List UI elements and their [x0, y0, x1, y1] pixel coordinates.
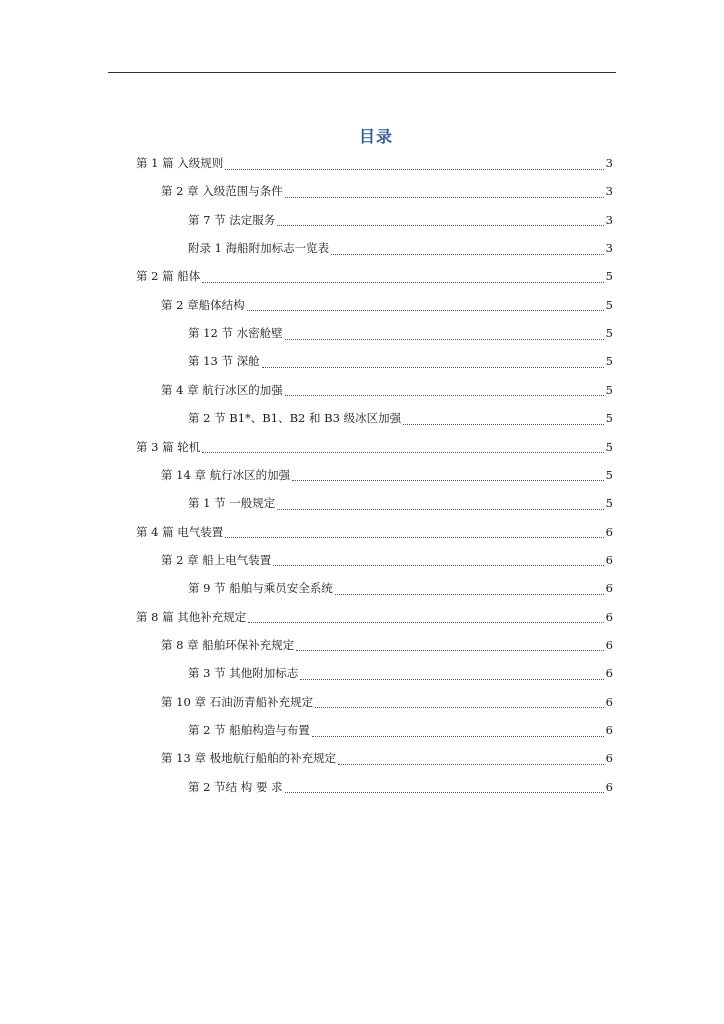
toc-entry-text: 第 8 篇 其他补充规定 — [136, 609, 247, 624]
toc-entry[interactable] — [136, 439, 613, 459]
toc-leader-dots — [248, 622, 603, 623]
toc-leader-dots — [202, 282, 603, 283]
toc-leader-dots — [273, 565, 603, 566]
toc-leader-dots — [277, 225, 603, 226]
toc-page-number: 5 — [605, 354, 613, 369]
toc-page-number: 5 — [605, 439, 613, 454]
toc-leader-dots — [338, 764, 604, 765]
toc-leader-dots — [202, 452, 603, 453]
toc-page-number: 6 — [605, 524, 613, 539]
toc-title: 目录 — [358, 127, 393, 146]
toc-entry[interactable] — [188, 212, 613, 232]
toc-page-number: 6 — [605, 723, 613, 737]
toc-entry[interactable] — [161, 467, 613, 487]
toc-entry[interactable] — [188, 722, 613, 742]
toc-entry-text: 第 2 篇 船体 — [136, 269, 201, 284]
toc-page-number: 5 — [605, 467, 613, 482]
toc-entry[interactable] — [188, 240, 613, 260]
toc-entry-text: 第 7 节 法定服务 — [188, 212, 276, 227]
toc-page-number: 6 — [605, 751, 613, 766]
toc-page-number: 6 — [605, 637, 613, 652]
toc-page-number: 5 — [605, 326, 613, 341]
toc-entry[interactable] — [136, 155, 613, 175]
toc-leader-dots — [315, 707, 604, 708]
toc-leader-dots — [225, 169, 603, 170]
toc-page-number: 3 — [605, 156, 613, 170]
toc-leader-dots — [312, 736, 604, 737]
toc-page-number: 3 — [605, 184, 613, 199]
toc-page-number: 6 — [605, 552, 613, 567]
toc-entry-text: 第 2 章 船上电气装置 — [161, 552, 272, 567]
toc-leader-dots — [335, 594, 604, 595]
toc-page-number: 3 — [605, 241, 613, 256]
toc-entry[interactable] — [136, 609, 613, 629]
toc-entry[interactable] — [188, 495, 613, 515]
toc-leader-dots — [285, 197, 604, 198]
toc-entry-text: 第 1 篇 入级规则 — [136, 156, 224, 170]
toc-leader-dots — [277, 509, 603, 510]
toc-page-number: 3 — [605, 212, 613, 227]
toc-entry[interactable] — [161, 694, 613, 714]
toc-entry-text: 第 2 节 B1*、B1、B2 和 B3 级冰区加强 — [188, 411, 402, 426]
toc-entry-text: 第 13 章 极地航行船舶的补充规定 — [161, 751, 337, 766]
toc-entry[interactable] — [136, 268, 613, 288]
toc-page-number: 5 — [605, 269, 613, 284]
toc-entry[interactable] — [161, 637, 613, 657]
toc-entry-text: 附录 1 海船附加标志一览表 — [188, 241, 330, 256]
toc-entry-text: 第 4 章 航行冰区的加强 — [161, 382, 283, 397]
toc-entry[interactable] — [188, 410, 613, 430]
toc-entry[interactable] — [136, 524, 613, 544]
toc-entry-text: 第 9 节 船舶与乘员安全系统 — [188, 581, 333, 596]
toc-entry[interactable] — [188, 665, 613, 685]
toc-page-number: 6 — [605, 666, 613, 681]
toc-entry[interactable] — [161, 382, 613, 402]
toc-entry[interactable] — [161, 552, 613, 572]
toc-entry-text: 第 2 节 船舶构造与布置 — [188, 723, 310, 737]
toc-entry[interactable] — [188, 779, 613, 799]
toc-leader-dots — [300, 679, 603, 680]
toc-entry-text: 第 2 章船体结构 — [161, 297, 245, 312]
toc-page-number: 6 — [605, 609, 613, 624]
toc-page-number: 5 — [605, 411, 613, 426]
toc-entry-text: 第 3 篇 轮机 — [136, 439, 201, 454]
toc-leader-dots — [225, 537, 603, 538]
header-rule — [108, 72, 616, 73]
toc-entry[interactable] — [188, 580, 613, 600]
toc-entry[interactable] — [161, 297, 613, 317]
toc-leader-dots — [331, 254, 604, 255]
toc-entry-text: 第 2 节结 构 要 求 — [188, 779, 283, 794]
toc-page-number: 5 — [605, 382, 613, 397]
toc-entry-text: 第 10 章 石油沥青船补充规定 — [161, 694, 314, 709]
toc-entry-text: 第 8 章 船舶环保补充规定 — [161, 637, 295, 652]
toc-leader-dots — [262, 367, 604, 368]
toc-entry[interactable] — [161, 183, 613, 203]
toc-entry[interactable] — [161, 750, 613, 770]
toc-page-number: 6 — [605, 779, 613, 794]
toc-entry-text: 第 2 章 入级范围与条件 — [161, 184, 283, 199]
toc-leader-dots — [285, 339, 604, 340]
toc-entry[interactable] — [188, 353, 613, 373]
toc-entry-text: 第 13 节 深舱 — [188, 354, 260, 369]
toc-leader-dots — [292, 480, 604, 481]
toc-entry-text: 第 14 章 航行冰区的加强 — [161, 467, 291, 482]
toc-leader-dots — [285, 395, 604, 396]
toc-page-number: 6 — [605, 694, 613, 709]
toc-entry-text: 第 4 篇 电气装置 — [136, 524, 224, 539]
toc-leader-dots — [285, 792, 604, 793]
toc-entry-text: 第 12 节 水密舱壁 — [188, 326, 283, 341]
toc-leader-dots — [296, 650, 603, 651]
toc-page-number: 6 — [605, 581, 613, 596]
toc-entry-text: 第 3 节 其他附加标志 — [188, 666, 299, 681]
toc-page-number: 5 — [605, 297, 613, 312]
toc-entry-text: 第 1 节 一般规定 — [188, 496, 276, 511]
toc-page-number: 5 — [605, 496, 613, 511]
toc-entry[interactable] — [188, 325, 613, 345]
toc-leader-dots — [247, 310, 604, 311]
toc-leader-dots — [403, 424, 604, 425]
